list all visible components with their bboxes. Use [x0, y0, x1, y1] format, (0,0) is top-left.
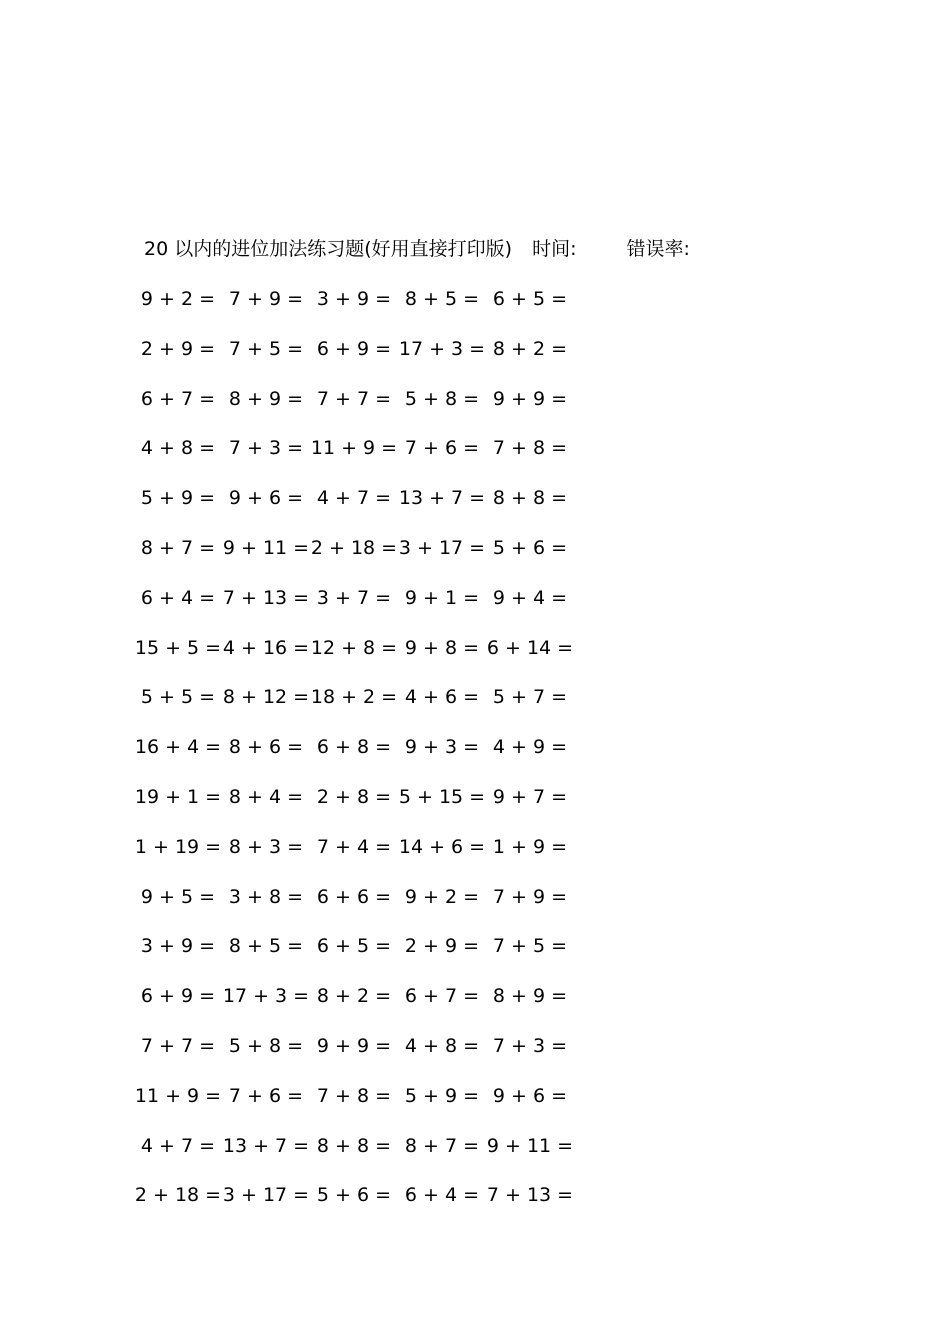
problem-item: 5 + 6 =: [492, 536, 568, 559]
problem-item: 9 + 2 =: [140, 288, 216, 310]
problem-item: 5 + 15 =: [398, 785, 486, 808]
problem-item: 9 + 3 =: [404, 736, 480, 759]
problem-item: 5 + 6 =: [316, 1184, 392, 1207]
problem-item: 3 + 17 =: [398, 536, 486, 559]
problem-item: 9 + 11 =: [222, 536, 310, 559]
problem-item: 7 + 13 =: [486, 1184, 574, 1207]
problem-item: 7 + 5 =: [492, 935, 568, 958]
problem-item: 9 + 4 =: [492, 586, 568, 609]
problem-row: [134, 734, 644, 784]
problem-item: 2 + 18 =: [310, 536, 398, 559]
problem-item: 4 + 16 =: [222, 636, 310, 659]
problem-item: 5 + 9 =: [140, 487, 216, 510]
problem-item: 9 + 6 =: [228, 487, 304, 510]
problem-item: 9 + 2 =: [404, 885, 480, 908]
problem-item: 13 + 7 =: [398, 487, 486, 510]
problem-item: 11 + 9 =: [310, 437, 398, 460]
problem-item: 3 + 9 =: [316, 288, 392, 310]
problem-item: 14 + 6 =: [398, 835, 486, 858]
time-label: 时间:: [532, 238, 577, 260]
problem-item: 7 + 4 =: [316, 835, 392, 858]
problem-item: 7 + 6 =: [404, 437, 480, 460]
problem-item: 8 + 7 =: [404, 1134, 480, 1157]
problem-item: 6 + 7 =: [404, 985, 480, 1008]
problem-item: 7 + 3 =: [228, 437, 304, 460]
worksheet-title: 20 以内的进位加法练习题(好用直接打印版): [144, 238, 513, 260]
problem-item: 9 + 6 =: [492, 1084, 568, 1107]
problem-item: 7 + 5 =: [228, 337, 304, 360]
problem-item: 8 + 7 =: [140, 536, 216, 559]
problem-item: 7 + 7 =: [316, 387, 392, 410]
problem-item: 8 + 3 =: [228, 835, 304, 858]
problem-item: 9 + 11 =: [486, 1134, 574, 1157]
problem-item: 15 + 5 =: [134, 636, 222, 659]
problem-item: 2 + 18 =: [134, 1184, 222, 1207]
problem-item: 5 + 9 =: [404, 1084, 480, 1107]
problem-item: 5 + 5 =: [140, 686, 216, 709]
problem-row: [140, 336, 644, 386]
problem-row: [134, 834, 644, 884]
problem-item: 8 + 5 =: [228, 935, 304, 958]
problem-item: 9 + 9 =: [316, 1034, 392, 1057]
problem-item: 8 + 2 =: [492, 337, 568, 360]
problem-row: [140, 933, 644, 983]
problem-item: 7 + 8 =: [492, 437, 568, 460]
problem-item: 8 + 5 =: [404, 288, 480, 310]
problem-row: [140, 585, 644, 635]
problem-row: [140, 286, 644, 336]
problem-item: 16 + 4 =: [134, 736, 222, 759]
problem-row: [140, 983, 644, 1033]
problem-item: 3 + 7 =: [316, 586, 392, 609]
problem-item: 13 + 7 =: [222, 1134, 310, 1157]
problem-item: 6 + 9 =: [316, 337, 392, 360]
problem-item: 4 + 8 =: [404, 1034, 480, 1057]
problem-item: 3 + 17 =: [222, 1184, 310, 1207]
problem-item: 8 + 8 =: [492, 487, 568, 510]
problem-row: [140, 535, 644, 585]
problem-item: 4 + 7 =: [316, 487, 392, 510]
problem-row: [140, 684, 644, 734]
problem-item: 17 + 3 =: [222, 985, 310, 1008]
problem-row: [140, 884, 644, 934]
problem-item: 2 + 9 =: [404, 935, 480, 958]
problem-item: 8 + 4 =: [228, 785, 304, 808]
problem-item: 1 + 9 =: [492, 835, 568, 858]
problem-item: 2 + 8 =: [316, 785, 392, 808]
problem-row: [140, 386, 644, 436]
problem-item: 6 + 6 =: [316, 885, 392, 908]
problem-item: 8 + 8 =: [316, 1134, 392, 1157]
problem-item: 8 + 12 =: [222, 686, 310, 709]
problem-item: 3 + 8 =: [228, 885, 304, 908]
problem-item: 7 + 13 =: [222, 586, 310, 609]
worksheet-header: [144, 236, 690, 262]
problem-item: 5 + 7 =: [492, 686, 568, 709]
problem-item: 6 + 8 =: [316, 736, 392, 759]
problem-grid: [134, 286, 644, 1232]
problem-item: 7 + 3 =: [492, 1034, 568, 1057]
problem-item: 4 + 6 =: [404, 686, 480, 709]
problem-item: 12 + 8 =: [310, 636, 398, 659]
problem-item: 9 + 8 =: [404, 636, 480, 659]
problem-item: 6 + 7 =: [140, 387, 216, 410]
problem-item: 6 + 4 =: [140, 586, 216, 609]
problem-item: 3 + 9 =: [140, 935, 216, 958]
problem-item: 5 + 8 =: [404, 387, 480, 410]
problem-item: 18 + 2 =: [310, 686, 398, 709]
problem-item: 8 + 9 =: [228, 387, 304, 410]
problem-row: [140, 435, 644, 485]
problem-item: 6 + 9 =: [140, 985, 216, 1008]
problem-row: [134, 784, 644, 834]
problem-item: 6 + 4 =: [404, 1184, 480, 1207]
problem-item: 9 + 5 =: [140, 885, 216, 908]
problem-row: [134, 635, 644, 685]
problem-item: 5 + 8 =: [228, 1034, 304, 1057]
problem-item: 4 + 9 =: [492, 736, 568, 759]
problem-row: [140, 1033, 644, 1083]
problem-item: 6 + 5 =: [316, 935, 392, 958]
problem-item: 11 + 9 =: [134, 1084, 222, 1107]
problem-item: 8 + 6 =: [228, 736, 304, 759]
problem-item: 9 + 1 =: [404, 586, 480, 609]
problem-item: 1 + 19 =: [134, 835, 222, 858]
problem-item: 9 + 7 =: [492, 785, 568, 808]
problem-item: 4 + 8 =: [140, 437, 216, 460]
problem-row: [134, 1182, 644, 1232]
problem-item: 8 + 2 =: [316, 985, 392, 1008]
problem-row: [140, 485, 644, 535]
problem-item: 4 + 7 =: [140, 1134, 216, 1157]
problem-item: 7 + 9 =: [228, 288, 304, 310]
problem-item: 7 + 9 =: [492, 885, 568, 908]
problem-item: 2 + 9 =: [140, 337, 216, 360]
problem-item: 7 + 8 =: [316, 1084, 392, 1107]
problem-item: 6 + 14 =: [486, 636, 574, 659]
problem-item: 17 + 3 =: [398, 337, 486, 360]
problem-item: 19 + 1 =: [134, 785, 222, 808]
problem-item: 7 + 7 =: [140, 1034, 216, 1057]
problem-item: 6 + 5 =: [492, 288, 568, 310]
problem-item: 8 + 9 =: [492, 985, 568, 1008]
problem-row: [140, 1133, 644, 1183]
problem-item: 7 + 6 =: [228, 1084, 304, 1107]
problem-item: 9 + 9 =: [492, 387, 568, 410]
error-rate-label: 错误率:: [626, 238, 690, 260]
problem-row: [134, 1083, 644, 1133]
